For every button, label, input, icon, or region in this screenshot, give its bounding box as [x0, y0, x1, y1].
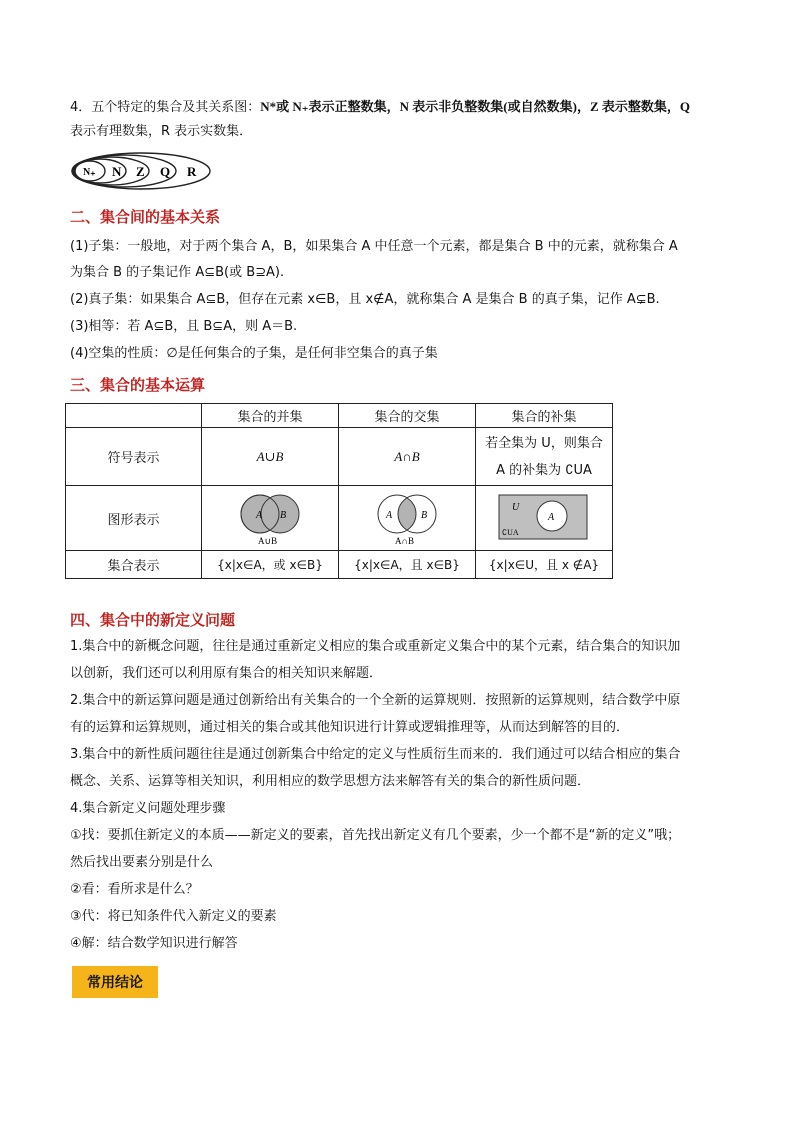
- cell-set-intersection: {x|x∈A，且 x∈B}: [339, 551, 476, 579]
- section4-intro-line1: [70, 98, 690, 117]
- step1-line2: 然后找出要素分别是什么: [70, 855, 214, 870]
- cell-figure-union: [202, 486, 339, 551]
- intro-rest: N*或 N₊表示正整数集，N 表示非负整数集(或自然数集)，Z 表示整数集，Q: [260, 99, 690, 114]
- new-def-p2-line2: 有的运算和运算规则，通过相关的集合或其他知识进行计算或逻辑推理等，从而达到解答的目的．: [70, 720, 630, 735]
- label-r: R: [187, 164, 197, 179]
- header-intersection: 集合的交集: [339, 404, 476, 428]
- header-empty: [66, 404, 202, 428]
- new-def-p3-line1: 3.集合中的新性质问题往往是通过创新集合中给定的定义与性质衍生而来的．我们通过可以结合相应的集合: [70, 747, 681, 762]
- new-def-p1-line2: 以创新，我们还可以利用原有集合的相关知识来解题．: [70, 666, 383, 681]
- intro-lead: 4．五个特定的集合及其关系图：: [70, 100, 261, 115]
- proper-subset-line: (2)真子集：如果集合 A⊆B，但存在元素 x∈B，且 x∉A，就称集合 A 是集合 B 的真子集，记作 A⊊B.: [70, 292, 660, 307]
- label-n-plus: N₊: [83, 167, 96, 178]
- venn-union: [230, 490, 310, 546]
- label-n: N: [112, 164, 122, 179]
- venn-intersection-label-a: A: [386, 510, 393, 521]
- new-def-p3-line2: 概念、关系、运算等相关知识，利用相应的数学思想方法来解答有关的集合的新性质问题．: [70, 774, 591, 789]
- table-row-set: [66, 551, 613, 579]
- step2: ②看：看所求是什么？: [70, 882, 199, 897]
- venn-union-label-b: B: [280, 510, 287, 521]
- complement-text-line1: 若全集为 U，则集合: [485, 435, 603, 451]
- new-def-p2-line1: 2.集合中的新运算问题是通过创新给出有关集合的一个全新的运算规则．按照新的运算规则，结合数学中原: [70, 693, 681, 708]
- nested-sets-diagram: [70, 150, 215, 192]
- common-conclusions-badge: 常用结论: [72, 966, 158, 998]
- cell-set-union: {x|x∈A，或 x∈B}: [202, 551, 339, 579]
- subset-line2: 为集合 B 的子集记作 A⊆B(或 B⊇A).: [70, 265, 285, 280]
- heading-new-definition: 四、集合中的新定义问题: [70, 611, 236, 629]
- heading-basic-operations: 三、集合的基本运算: [70, 376, 206, 394]
- cell-figure-label: 图形表示: [66, 486, 202, 551]
- cell-symbol-union: A∪B: [202, 428, 339, 486]
- operations-table: [65, 403, 613, 579]
- table-row-symbol: [66, 428, 613, 486]
- cell-set-label: 集合表示: [66, 551, 202, 579]
- complement-label-a: A: [548, 512, 555, 523]
- cell-symbol-label: 符号表示: [66, 428, 202, 486]
- complement-text-line2: A 的补集为 ∁UA: [496, 462, 592, 478]
- table-header-row: [66, 404, 613, 428]
- header-complement: 集合的补集: [476, 404, 613, 428]
- cell-figure-intersection: [339, 486, 476, 551]
- venn-intersection: [367, 490, 447, 546]
- subset-line1: (1)子集：一般地，对于两个集合 A，B，如果集合 A 中任意一个元素，都是集合 B 中的元素，就称集合 A: [70, 239, 678, 254]
- table-row-figure: [66, 486, 613, 551]
- venn-union-label-a: A: [256, 510, 263, 521]
- venn-intersection-caption: A∩B: [395, 536, 415, 546]
- cell-set-complement: {x|x∈U，且 x ∉A}: [476, 551, 613, 579]
- equal-line: (3)相等：若 A⊆B，且 B⊆A，则 A＝B.: [70, 319, 298, 334]
- venn-union-caption: A∪B: [258, 536, 278, 546]
- cell-figure-complement: [476, 486, 613, 551]
- label-z: Z: [136, 164, 145, 179]
- step1-line1: ①找：要抓住新定义的本质——新定义的要素，首先找出新定义有几个要素，少一个都不是“新的定义”哦；: [70, 828, 681, 843]
- step3: ③代：将已知条件代入新定义的要素: [70, 909, 277, 924]
- header-union: 集合的并集: [202, 404, 339, 428]
- section4-intro-line2: 表示有理数集，R 表示实数集．: [70, 124, 253, 139]
- step4: ④解：结合数学知识进行解答: [70, 936, 238, 951]
- complement-caption: ∁UA: [502, 528, 519, 537]
- venn-complement: [498, 494, 590, 542]
- cell-symbol-complement: [476, 428, 613, 486]
- new-def-p1-line1: 1.集合中的新概念问题，往往是通过重新定义相应的集合或重新定义集合中的某个元素，结合集合的知识加: [70, 639, 681, 654]
- cell-symbol-intersection: A∩B: [339, 428, 476, 486]
- heading-basic-relations: 二、集合间的基本关系: [70, 208, 221, 226]
- label-q: Q: [160, 164, 171, 179]
- venn-intersection-label-b: B: [421, 510, 428, 521]
- empty-set-line: (4)空集的性质：∅是任何集合的子集，是任何非空集合的真子集: [70, 346, 438, 361]
- new-def-p4: 4.集合新定义问题处理步骤: [70, 801, 226, 816]
- complement-label-u: U: [512, 502, 520, 513]
